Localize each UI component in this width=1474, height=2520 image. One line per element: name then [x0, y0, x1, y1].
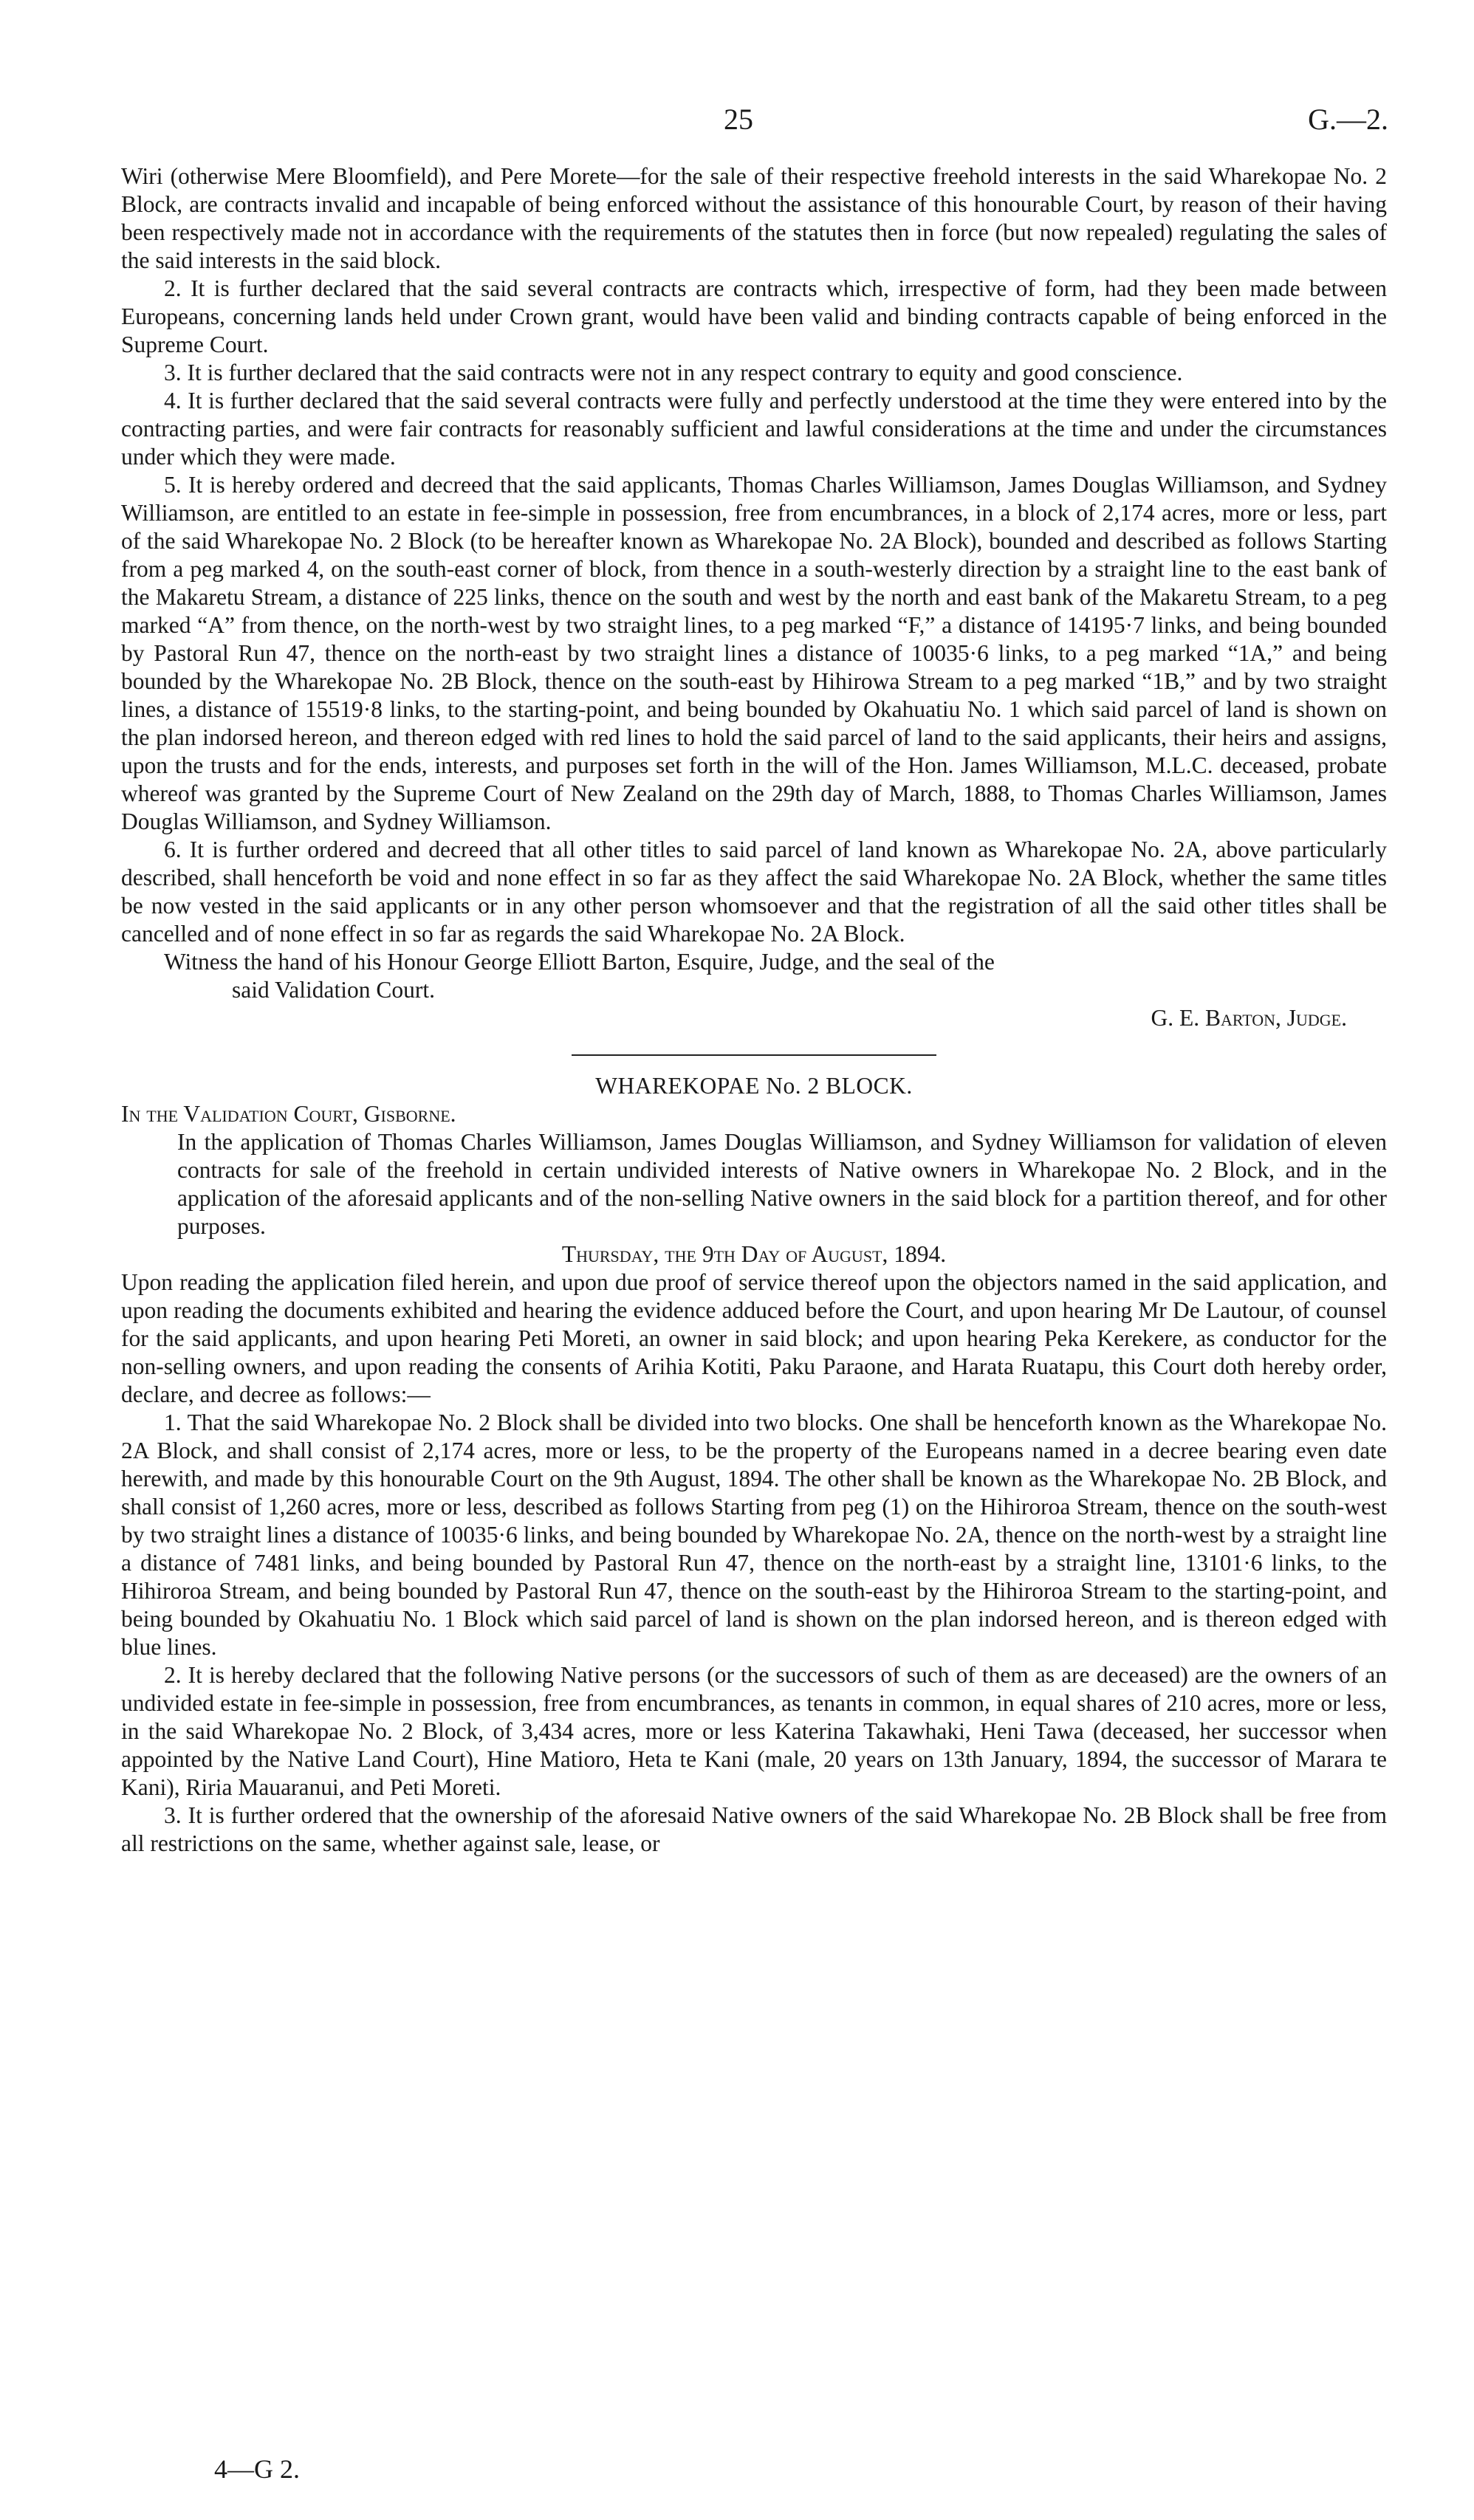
- order-paragraph-2: 2. It is hereby declared that the following Native persons (or the successors of such of them as are deceased) are the owners of an undivided estate in fee-simple in possession, free from encumbrances, as tenants in common, in equal shares of 210 acres, more or less, in the said Wharekopae No. 2 Block, of 3,434 acres, more or less Katerina Takawhaki, Heni Tawa (deceased, her successor when appointed by the Native Land Court), Hine Matioro, Heta te Kani (male, 20 years on 13th January, 1894, the successor of Marara te Kani), Riria Mauaranui, and Peti Moreti.: [121, 1662, 1387, 1800]
- hearing-date: Thursday, the 9th Day of August, 1894.: [561, 1241, 947, 1267]
- witness-line-continued: said Validation Court.: [232, 977, 436, 1003]
- judge-signature: G. E. Barton, Judge.: [1151, 1005, 1347, 1031]
- paragraph-continuation: Wiri (otherwise Mere Bloomfield), and Pere Morete—for the sale of their respective freehold interests in the said Wharekopae No. 2 Block, are contracts invalid and incapable of being enforced without the assistance of this honourable Court, by reason of their having been respectively made not in accordance with the requirements of the statutes then in force (but now repealed) regulating the sales of the said interests in the said block.: [121, 163, 1387, 273]
- paragraph-3: 3. It is further declared that the said contracts were not in any respect contrary to equity and good conscience.: [164, 360, 1183, 385]
- signature-mark: 4—G 2.: [214, 2454, 300, 2484]
- paragraph-6: 6. It is further ordered and decreed that all other titles to said parcel of land known as Wharekopae No. 2A, above particularly described, shall henceforth be void and none effect in so far as they affect the said Wharekopae No. 2A Block, whether the same titles be now vested in the said applicants or in any other person whomsoever and that the registration of all the said other titles shall be cancelled and of none effect in so far as regards the said Wharekopae No. 2A Block.: [121, 837, 1387, 947]
- paragraph-5: 5. It is hereby ordered and decreed that the said applicants, Thomas Charles Williamson, James Douglas Williamson, and Sydney Williamson, are entitled to an estate in fee-simple in possession, free from encumbrances, in a block of 2,174 acres, more or less, part of the said Wharekopae No. 2 Block (to be hereafter known as Wharekopae No. 2A Block), bounded and described as follows Starting from a peg marked 4, on the south-east corner of block, from thence in a south-westerly direction by a straight line to the east bank of the Makaretu Stream, a distance of 225 links, thence on the south and west by the north and east bank of the Makaretu Stream, to a peg marked “A” from thence, on the north-west by two straight lines, to a peg marked “F,” a distance of 14195·7 links, and being bounded by Pastoral Run 47, thence on the north-east by two straight lines a distance of 10035·6 links, to a peg marked “1A,” and being bounded by the Wharekopae No. 2B Block, thence on the south-east by Hihirowa Stream to a peg marked “1B,” and by two straight lines, a distance of 15519·8 links, to the starting-point, and being bounded by Okahuatiu No. 1 which said parcel of land is shown on the plan indorsed hereon, and thereon edged with red lines to hold the said parcel of land to the said applicants, their heirs and assigns, upon the trusts and for the ends, interests, and purposes set forth in the will of the Hon. James Williamson, M.L.C. deceased, probate whereof was granted by the Supreme Court of New Zealand on the 29th day of March, 1888, to Thomas Charles Williamson, James Douglas Williamson, and Sydney Williamson.: [121, 472, 1387, 834]
- order-paragraph-3: 3. It is further ordered that the ownership of the aforesaid Native owners of the said Wharekopae No. 2B Block shall be free from all restrictions on the same, whether against sale, lease, or: [121, 1802, 1387, 1856]
- paragraph-4: 4. It is further declared that the said several contracts were fully and perfectly understood at the time they were entered into by the contracting parties, and were fair contracts for reasonably sufficient and lawful considerations at the time and under the circumstances under which they were made.: [121, 388, 1387, 470]
- paragraph-2: 2. It is further declared that the said several contracts are contracts which, irrespective of form, had they been made between Europeans, concerning lands held under Crown grant, would have been valid and binding contracts capable of being enforced in the Supreme Court.: [121, 275, 1387, 357]
- section-title: WHAREKOPAE No. 2 BLOCK.: [595, 1073, 913, 1099]
- page-header: [0, 102, 1474, 146]
- order-paragraph-1: 1. That the said Wharekopae No. 2 Block shall be divided into two blocks. One shall be henceforth known as the Wharekopae No. 2A Block, and shall consist of 2,174 acres, more or less, to be the property of the Europeans named in a decree bearing even date herewith, and made by this honourable Court on the 9th August, 1894. The other shall be known as the Wharekopae No. 2B Block, and shall consist of 1,260 acres, more or less, described as follows Starting from peg (1) on the Hihiroroa Stream, thence on the south-west by two straight lines a distance of 10035·6 links, and being bounded by Wharekopae No. 2A, thence on the north-west by a straight line a distance of 7481 links, and being bounded by Pastoral Run 47, thence on the north-east by a straight line, 13101·6 links, to the Hihiroroa Stream, and being bounded by Pastoral Run 47, thence on the south-east by the Hihiroroa Stream to the starting-point, and being bounded by Okahuatiu No. 1 Block which said parcel of land is shown on the plan indorsed hereon, and is thereon edged with blue lines.: [121, 1410, 1387, 1660]
- application-text: In the application of Thomas Charles Williamson, James Douglas Williamson, and Sydney Williamson for validation of eleven contracts for sale of the freehold in certain undivided interests of Native owners in Wharekopae No. 2 Block, and in the application of the aforesaid applicants and of the non-selling Native owners in the said block for a partition thereof, and for other purposes.: [177, 1129, 1387, 1239]
- section-divider: [572, 1054, 936, 1056]
- upon-reading-paragraph: Upon reading the application filed herein, and upon due proof of service thereof upon the objectors named in the said application, and upon reading the documents exhibited and hearing the evidence adduced before the Court, and upon hearing Mr De Lautour, of counsel for the said applicants, and upon hearing Peti Moreti, an owner in said block; and upon hearing Peka Kerekere, as conductor for the non-selling owners, and upon reading the consents of Arihia Kotiti, Paku Paraone, and Harata Ruatapu, this Court doth hereby order, declare, and decree as follows:—: [121, 1269, 1387, 1407]
- court-heading: In the Validation Court, Gisborne.: [121, 1101, 456, 1127]
- page-number: 25: [724, 103, 753, 136]
- witness-line: Witness the hand of his Honour George Elliott Barton, Esquire, Judge, and the seal of the: [164, 949, 995, 975]
- series-reference: G.—2.: [1308, 103, 1388, 136]
- document-body: [121, 162, 1387, 1858]
